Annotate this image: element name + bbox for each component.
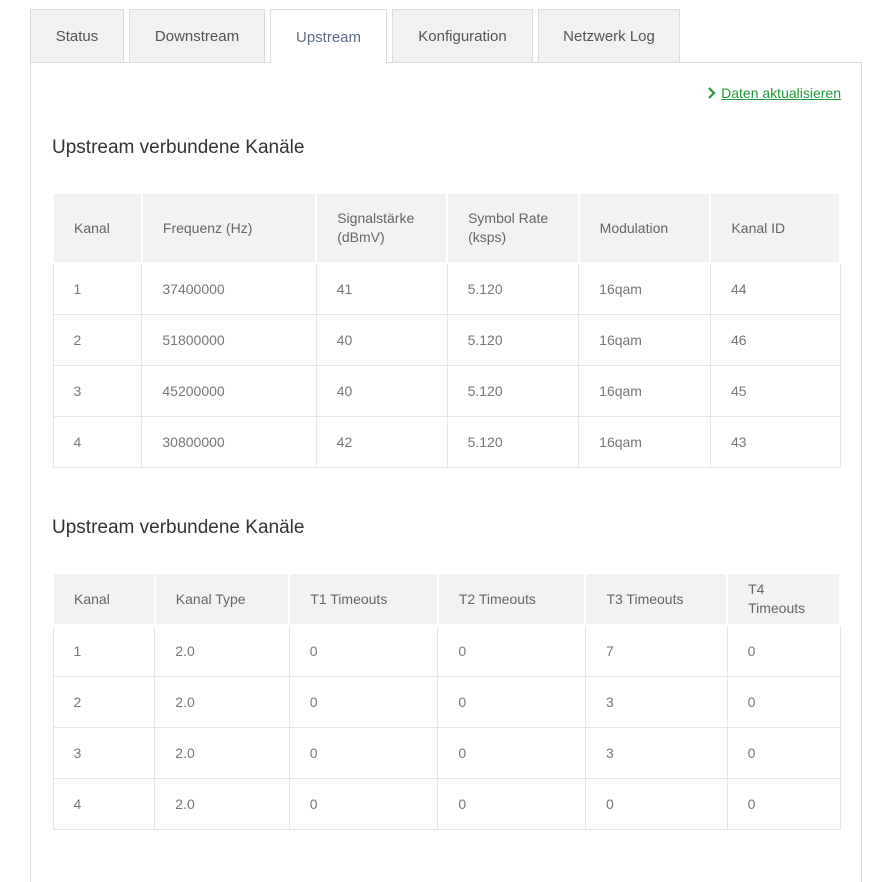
table-cell: 3 [585,676,727,727]
content-panel [30,62,862,882]
table-cell: 45200000 [142,365,316,416]
table-cell: 1 [53,263,142,314]
table-row [53,625,840,676]
table-cell: 5.120 [447,416,579,467]
table-cell: 3 [53,365,142,416]
table-cell: 4 [53,416,142,467]
table-row [53,778,840,829]
table-cell: 43 [710,416,840,467]
table-cell: 2.0 [155,625,290,676]
table-cell: 5.120 [447,263,579,314]
table-row [53,727,840,778]
section-title-channels: Upstream verbundene Kanäle [52,137,305,158]
table-cell: 0 [727,778,840,829]
table-cell: 0 [727,676,840,727]
table-cell: 16qam [579,416,711,467]
table-cell: 0 [289,727,438,778]
table-row [53,365,840,416]
table-cell: 40 [316,314,447,365]
refresh-label: Daten aktualisieren [721,85,841,101]
table-cell: 51800000 [142,314,316,365]
table-cell: 2 [53,314,142,365]
section-title-timeouts: Upstream verbundene Kanäle [52,517,305,538]
column-header: T1 Timeouts [289,573,438,625]
column-header: Modulation [579,193,711,263]
table-cell: 0 [727,625,840,676]
table-cell: 0 [438,727,586,778]
table-cell: 2.0 [155,676,290,727]
column-header: Kanal Type [155,573,290,625]
tab-netzwerk-log[interactable]: Netzwerk Log [538,9,680,63]
table-cell: 40 [316,365,447,416]
table-row [53,416,840,467]
chevron-right-icon [705,86,719,100]
column-header: Kanal [53,573,155,625]
table-cell: 0 [438,778,586,829]
channels-table [52,192,841,468]
table-row [53,263,840,314]
table-cell: 3 [53,727,155,778]
tab-konfiguration[interactable]: Konfiguration [392,9,533,63]
table-row [53,676,840,727]
table-cell: 42 [316,416,447,467]
column-header: T2 Timeouts [438,573,586,625]
table-cell: 1 [53,625,155,676]
table-cell: 0 [289,676,438,727]
table-cell: 46 [710,314,840,365]
column-header: Kanal ID [710,193,840,263]
tab-downstream[interactable]: Downstream [129,9,265,63]
table-cell: 45 [710,365,840,416]
table-cell: 16qam [579,263,711,314]
table-cell: 0 [289,778,438,829]
tab-status[interactable]: Status [30,9,124,63]
table-cell: 0 [727,727,840,778]
table-cell: 7 [585,625,727,676]
refresh-link[interactable] [705,85,841,101]
column-header: Kanal [53,193,142,263]
table-cell: 3 [585,727,727,778]
table-cell: 16qam [579,314,711,365]
timeouts-table [52,572,841,830]
table-cell: 4 [53,778,155,829]
table-cell: 0 [438,625,586,676]
table-cell: 44 [710,263,840,314]
column-header: T4 Timeouts [727,573,840,625]
table-cell: 16qam [579,365,711,416]
table-header-row [53,573,840,625]
table-cell: 2.0 [155,727,290,778]
column-header: Signalstärke (dBmV) [316,193,447,263]
table-cell: 5.120 [447,365,579,416]
column-header: T3 Timeouts [585,573,727,625]
table-cell: 30800000 [142,416,316,467]
column-header: Symbol Rate (ksps) [447,193,579,263]
column-header: Frequenz (Hz) [142,193,316,263]
table-cell: 5.120 [447,314,579,365]
table-cell: 0 [289,625,438,676]
table-cell: 0 [438,676,586,727]
table-cell: 37400000 [142,263,316,314]
table-cell: 2 [53,676,155,727]
table-cell: 0 [585,778,727,829]
table-cell: 2.0 [155,778,290,829]
tab-bar [30,9,685,63]
table-cell: 41 [316,263,447,314]
table-header-row [53,193,840,263]
table-row [53,314,840,365]
tab-upstream[interactable]: Upstream [270,9,387,64]
